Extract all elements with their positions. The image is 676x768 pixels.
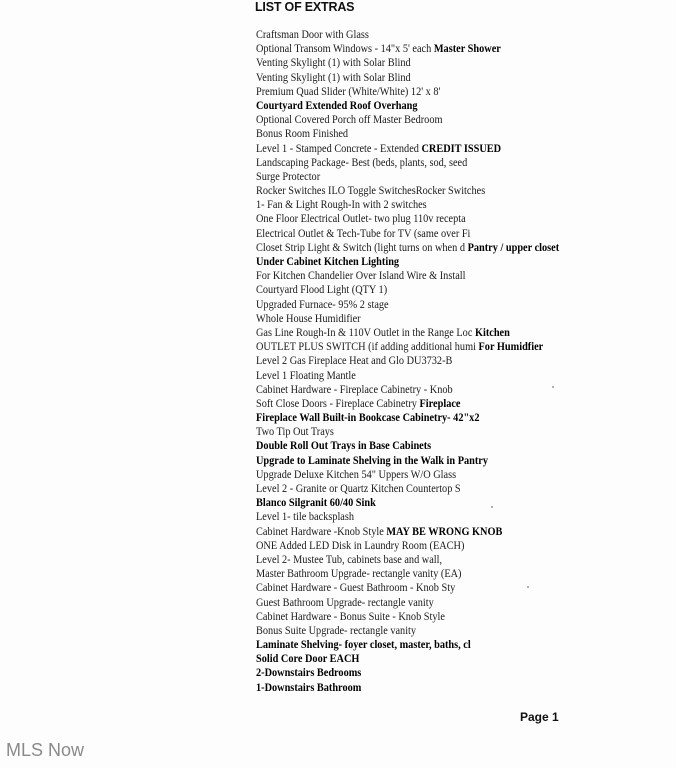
list-item bbox=[256, 85, 559, 99]
list-item bbox=[256, 56, 559, 70]
item-text: Bonus Room Finished bbox=[256, 128, 349, 141]
item-text: Upgrade Deluxe Kitchen 54" Uppers W/O Glass bbox=[256, 468, 457, 481]
list-item bbox=[256, 425, 559, 439]
item-text: Venting Skylight (1) with Solar Blind bbox=[256, 57, 411, 70]
item-bold-text: Laminate Shelving- foyer closet, master, baths, cl bbox=[256, 639, 471, 652]
item-bold-text: Pantry / upper closet bbox=[467, 241, 560, 254]
item-bold-text: MAY BE WRONG KNOB bbox=[386, 525, 503, 538]
item-text: Craftsman Door with Glass bbox=[256, 29, 369, 41]
list-item bbox=[256, 454, 559, 468]
mls-watermark: MLS Now bbox=[6, 740, 85, 760]
list-item bbox=[256, 652, 559, 666]
list-item bbox=[256, 610, 559, 624]
list-item bbox=[256, 184, 559, 198]
list-item bbox=[256, 354, 559, 368]
item-bold-text: For Humidfier bbox=[478, 341, 544, 354]
list-item bbox=[256, 496, 559, 510]
list-item bbox=[256, 170, 559, 184]
item-bold-text: Under Cabinet Kitchen Lighting bbox=[256, 256, 400, 268]
item-bold-text: 2-Downstairs Bedrooms bbox=[256, 667, 362, 680]
list-item bbox=[256, 681, 559, 695]
scan-speck bbox=[491, 506, 493, 508]
list-item bbox=[256, 468, 559, 482]
item-text: Landscaping Package- Best (beds, plants, sod, seed bbox=[256, 156, 468, 169]
list-item bbox=[256, 28, 559, 42]
item-bold-text: 1-Downstairs Bathroom bbox=[256, 681, 362, 694]
item-text: Surge Protector bbox=[256, 170, 321, 183]
item-bold-text: Courtyard Extended Roof Overhang bbox=[256, 99, 418, 112]
item-text: Cabinet Hardware - Guest Bathroom - Knob Sty bbox=[256, 582, 456, 595]
list-item bbox=[256, 269, 559, 283]
item-text: Two Tip Out Trays bbox=[256, 426, 334, 439]
item-text: Gas Line Rough-In & 110V Outlet in the Range Loc bbox=[256, 326, 475, 339]
item-bold-text: Upgrade to Laminate Shelving in the Walk in Pantry bbox=[256, 454, 488, 467]
list-item bbox=[256, 312, 559, 326]
list-item bbox=[256, 113, 559, 127]
item-text: Level 1 Floating Mantle bbox=[256, 369, 356, 382]
list-item bbox=[256, 525, 559, 539]
extras-list bbox=[256, 28, 586, 695]
page-number: Page 1 bbox=[520, 710, 559, 724]
list-item bbox=[256, 553, 559, 567]
item-text: Cabinet Hardware -Knob Style bbox=[256, 525, 387, 538]
item-bold-text: Double Roll Out Trays in Base Cabinets bbox=[256, 440, 432, 453]
item-bold-text: Solid Core Door EACH bbox=[256, 653, 360, 666]
item-text: Optional Covered Porch off Master Bedroom bbox=[256, 114, 443, 127]
item-text: Level 2- Mustee Tub, cabinets base and wall, bbox=[256, 553, 443, 566]
list-item bbox=[256, 283, 559, 297]
list-item bbox=[256, 326, 559, 340]
item-text: Soft Close Doors - Fireplace Cabinetry bbox=[256, 397, 420, 410]
list-item bbox=[256, 156, 559, 170]
item-text: Whole House Humidifier bbox=[256, 312, 361, 325]
item-text: Upgraded Furnace- 95% 2 stage bbox=[256, 298, 389, 311]
item-text: Optional Transom Windows - 14"x 5' each bbox=[256, 43, 434, 56]
item-text: Level 1 - Stamped Concrete - Extended bbox=[256, 142, 422, 155]
list-item bbox=[256, 539, 559, 553]
item-bold-text: Fireplace Wall Built-in Bookcase Cabinetry- 42"x2 bbox=[256, 412, 480, 425]
item-text: Level 1- tile backsplash bbox=[256, 511, 355, 524]
item-bold-text: Master Shower bbox=[433, 43, 501, 56]
item-text: One Floor Electrical Outlet- two plug 110v recepta bbox=[256, 213, 466, 226]
list-item bbox=[256, 241, 559, 255]
item-text: Master Bathroom Upgrade- rectangle vanity (EA) bbox=[256, 568, 462, 581]
item-bold-text: Fireplace bbox=[419, 397, 461, 410]
list-item bbox=[256, 71, 559, 85]
item-text: Cabinet Hardware - Fireplace Cabinetry - Knob bbox=[256, 383, 453, 396]
list-item bbox=[256, 411, 559, 425]
item-text: ONE Added LED Disk in Laundry Room (EACH) bbox=[256, 539, 465, 552]
list-item bbox=[256, 369, 559, 383]
list-item bbox=[256, 510, 559, 524]
list-item bbox=[256, 42, 559, 56]
list-item bbox=[256, 340, 559, 354]
item-text: Courtyard Flood Light (QTY 1) bbox=[256, 284, 388, 297]
item-text: Level 2 Gas Fireplace Heat and Glo DU3732-B bbox=[256, 355, 453, 368]
list-item bbox=[256, 212, 559, 226]
item-text: Bonus Suite Upgrade- rectangle vanity bbox=[256, 624, 417, 637]
list-item bbox=[256, 142, 559, 156]
item-text: 1- Fan & Light Rough-In with 2 switches bbox=[256, 199, 427, 212]
list-item bbox=[256, 638, 559, 652]
list-item bbox=[256, 482, 559, 496]
item-bold-text: Blanco Silgranit 60/40 Sink bbox=[256, 497, 376, 510]
item-text: OUTLET PLUS SWITCH (if adding additional humi bbox=[256, 341, 479, 354]
item-bold-text: CREDIT ISSUED bbox=[421, 142, 502, 155]
scan-speck bbox=[527, 586, 529, 588]
item-text: Premium Quad Slider (White/White) 12' x 8' bbox=[256, 85, 441, 98]
item-text: Rocker Switches ILO Toggle SwitchesRocker Switches bbox=[256, 185, 486, 198]
list-item bbox=[256, 666, 559, 680]
list-item bbox=[256, 255, 559, 269]
item-text: For Kitchen Chandelier Over Island Wire & Install bbox=[256, 270, 466, 283]
item-text: Level 2 - Granite or Quartz Kitchen Countertop S bbox=[256, 483, 461, 495]
item-bold-text: Kitchen bbox=[474, 326, 510, 339]
item-text: Electrical Outlet & Tech-Tube for TV (same over Fi bbox=[256, 227, 471, 240]
list-item bbox=[256, 596, 559, 610]
item-text: Guest Bathroom Upgrade- rectangle vanity bbox=[256, 596, 434, 609]
item-text: Venting Skylight (1) with Solar Blind bbox=[256, 71, 411, 84]
list-item bbox=[256, 397, 559, 411]
list-item bbox=[256, 383, 559, 397]
scan-speck bbox=[552, 386, 554, 388]
item-text: Cabinet Hardware - Bonus Suite - Knob Style bbox=[256, 610, 445, 623]
list-item bbox=[256, 567, 559, 581]
list-item bbox=[256, 581, 559, 595]
list-item bbox=[256, 624, 559, 638]
item-text: Closet Strip Light & Switch (light turns on when d bbox=[256, 241, 468, 254]
list-item bbox=[256, 198, 559, 212]
list-item bbox=[256, 298, 559, 312]
list-item bbox=[256, 99, 559, 113]
list-item bbox=[256, 127, 559, 141]
list-item bbox=[256, 439, 559, 453]
list-item bbox=[256, 227, 559, 241]
document-title: LIST OF EXTRAS bbox=[255, 0, 355, 14]
